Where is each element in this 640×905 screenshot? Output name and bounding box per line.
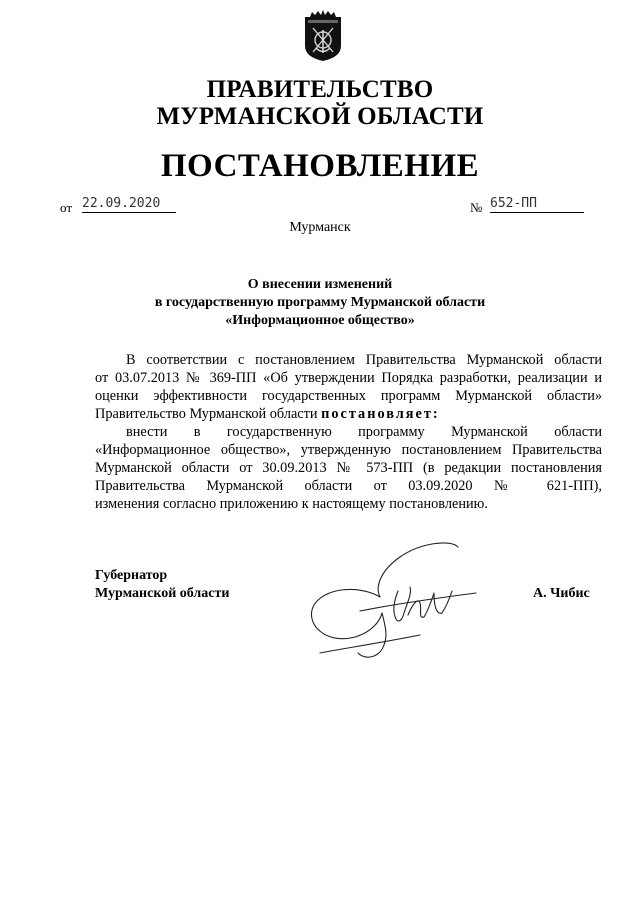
subject-line: в государственную программу Мурманской области xyxy=(154,295,486,310)
body-line: оценки эффективности государственных программ Мурманской области» xyxy=(95,388,602,404)
body-line xyxy=(95,405,602,423)
government-name-line2: МУРМАНСКОЙ ОБЛАСТИ xyxy=(156,103,484,130)
document-number: 652-ПП xyxy=(490,196,584,213)
document-type-title: ПОСТАНОВЛЕНИЕ xyxy=(160,148,480,184)
body-line: внести в государственную программу Мурманской области xyxy=(126,424,602,440)
signatory-position: Губернатор xyxy=(95,568,168,583)
body-line: В соответствии с постановлением Правительства Мурманской области xyxy=(126,352,602,368)
number-prefix: № xyxy=(470,200,483,215)
subject-line: «Информационное общество» xyxy=(225,313,415,328)
coat-of-arms-icon xyxy=(304,10,342,62)
body-line: от 03.07.2013 № 369-ПП «Об утверждении Порядка разработки, реализации и xyxy=(95,370,602,386)
body-line: Мурманской области от 30.09.2013 № 573-ПП (в редакции постановления xyxy=(95,460,602,476)
signatory-position: Мурманской области xyxy=(95,586,230,601)
body-line: Правительства Мурманской области от 03.09.2020 № 621-ПП), xyxy=(95,478,602,494)
date-prefix: от xyxy=(60,200,73,215)
handwritten-signature xyxy=(300,535,480,670)
city: Мурманск xyxy=(289,220,351,235)
resolution-keyword: постановляет: xyxy=(321,406,440,422)
body-line: изменения согласно приложению к настоящему постановлению. xyxy=(95,496,488,512)
body-text-segment: Правительство Мурманской области xyxy=(95,406,322,422)
government-name-line1: ПРАВИТЕЛЬСТВО xyxy=(206,76,434,103)
document-date: 22.09.2020 xyxy=(82,196,176,213)
subject-line: О внесении изменений xyxy=(247,277,393,292)
signatory-name: А. Чибис xyxy=(533,586,590,601)
body-line: «Информационное общество», утвержденную постановлением Правительства xyxy=(95,442,602,458)
